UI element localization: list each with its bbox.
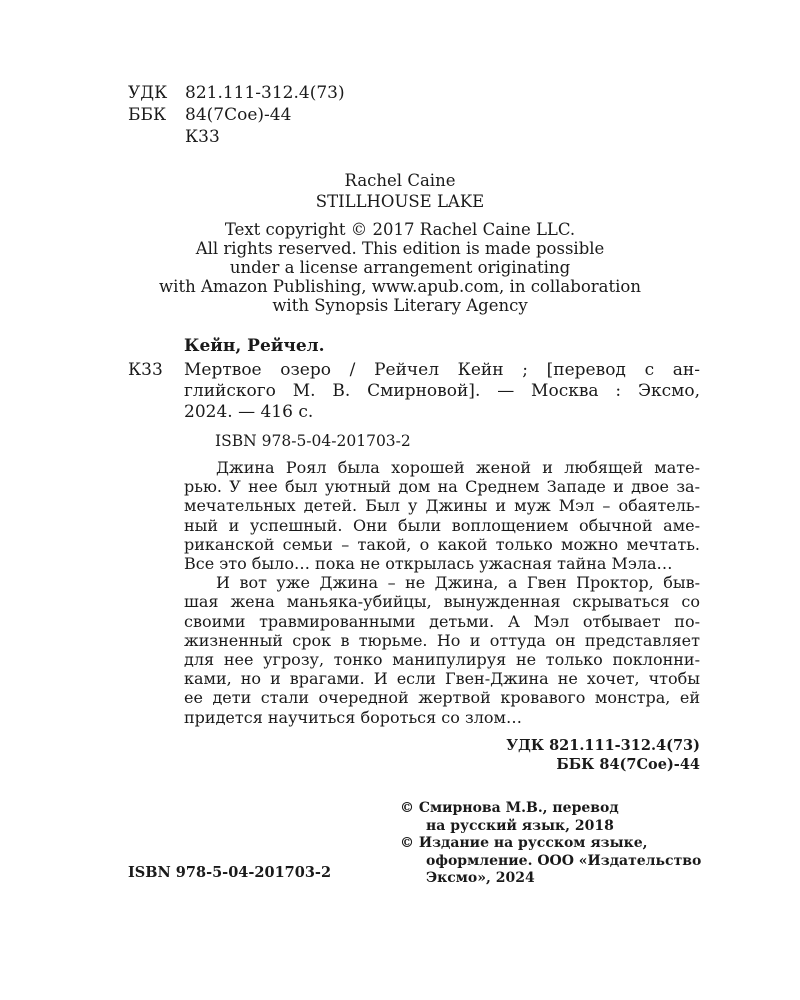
author-sign: К33 <box>185 127 220 147</box>
copyright-line: Text copyright © 2017 Rachel Caine LLC. <box>224 220 576 239</box>
original-author: Rachel Caine <box>344 171 456 190</box>
catalog-description <box>184 360 700 423</box>
annotation-line: ный и успешный. Они были воплощением обычной аме- <box>184 515 700 535</box>
annotation-line: ками, но и врагами. И если Гвен-Джина не хочет, чтобы <box>184 669 700 689</box>
bbk-bottom: ББК 84(7Сое)-44 <box>556 755 700 773</box>
annotation-line: своими травмированными детьми. А Мэл отбывает по- <box>184 611 700 631</box>
udk-label: УДК <box>128 83 168 103</box>
bbk-value: 84(7Сое)-44 <box>185 105 292 125</box>
copyright-edition-cont: оформление. ООО «Издательство <box>426 852 702 869</box>
udk-row <box>128 82 345 104</box>
isbn-bottom: ISBN 978-5-04-201703-2 <box>128 864 332 881</box>
bbk-row <box>128 104 345 126</box>
description-line: 2024. — 416 с. <box>184 402 314 422</box>
annotation-line: рью. У нее был уютный дом на Среднем Западе и двое за- <box>184 477 700 497</box>
catalog-isbn: ISBN 978-5-04-201703-2 <box>215 432 411 450</box>
classification-block <box>128 82 345 148</box>
annotation-line: ее дети стали очередной жертвой кровавого монстра, ей <box>184 688 700 708</box>
annotation-line: для нее угрозу, тонко манипулируя не только поклонни- <box>184 650 700 670</box>
copyright-edition-cont: Эксмо», 2024 <box>426 870 535 886</box>
annotation <box>184 458 700 727</box>
annotation-line: шая жена маньяка-убийцы, вынужденная скрываться со <box>184 592 700 612</box>
copyright-translation-cont: на русский язык, 2018 <box>426 817 614 834</box>
udk-value: 821.111-312.4(73) <box>185 83 345 103</box>
annotation-line: жизненный срок в тюрьме. Но и оттуда он представляет <box>184 630 700 650</box>
copyright-line: with Synopsis Literary Agency <box>272 296 528 315</box>
catalog-code: К33 <box>128 360 163 380</box>
catalog-author-heading: Кейн, Рейчел. <box>184 336 325 356</box>
annotation-line: Все это было… пока не открылась ужасная тайна Мэла… <box>184 554 673 574</box>
russian-copyrights <box>400 800 710 888</box>
annotation-line: И вот уже Джина – не Джина, а Гвен Проктор, быв- <box>216 573 700 593</box>
annotation-line: мечательных детей. Был у Джины и муж Мэл – обаятель- <box>184 496 700 516</box>
copyright-line: with Amazon Publishing, www.apub.com, in collaboration <box>159 277 641 296</box>
bbk-label: ББК <box>128 105 167 125</box>
classification-bottom <box>506 737 700 774</box>
annotation-line: риканской семьи – такой, о какой только можно мечтать. <box>184 534 700 554</box>
original-copyright <box>100 220 700 315</box>
copyright-line: All rights reserved. This edition is made possible <box>195 239 605 258</box>
copyright-edition: © Издание на русском языке, <box>400 835 648 851</box>
copyright-line: under a license arrangement originating <box>229 258 571 277</box>
annotation-line: Джина Роял была хорошей женой и любящей мате- <box>216 458 700 477</box>
original-title: STILLHOUSE LAKE <box>315 192 485 211</box>
annotation-line: придется научиться бороться со злом… <box>184 707 522 727</box>
udk-bottom: УДК 821.111-312.4(73) <box>506 737 700 754</box>
description-line: Мертвое озеро / Рейчел Кейн ; [перевод с ан- <box>184 360 700 380</box>
copyright-translation: © Смирнова М.В., перевод <box>400 800 619 816</box>
author-sign-row <box>128 126 345 148</box>
description-line: глийского М. В. Смирновой]. — Москва : Эксмо, <box>184 381 700 401</box>
